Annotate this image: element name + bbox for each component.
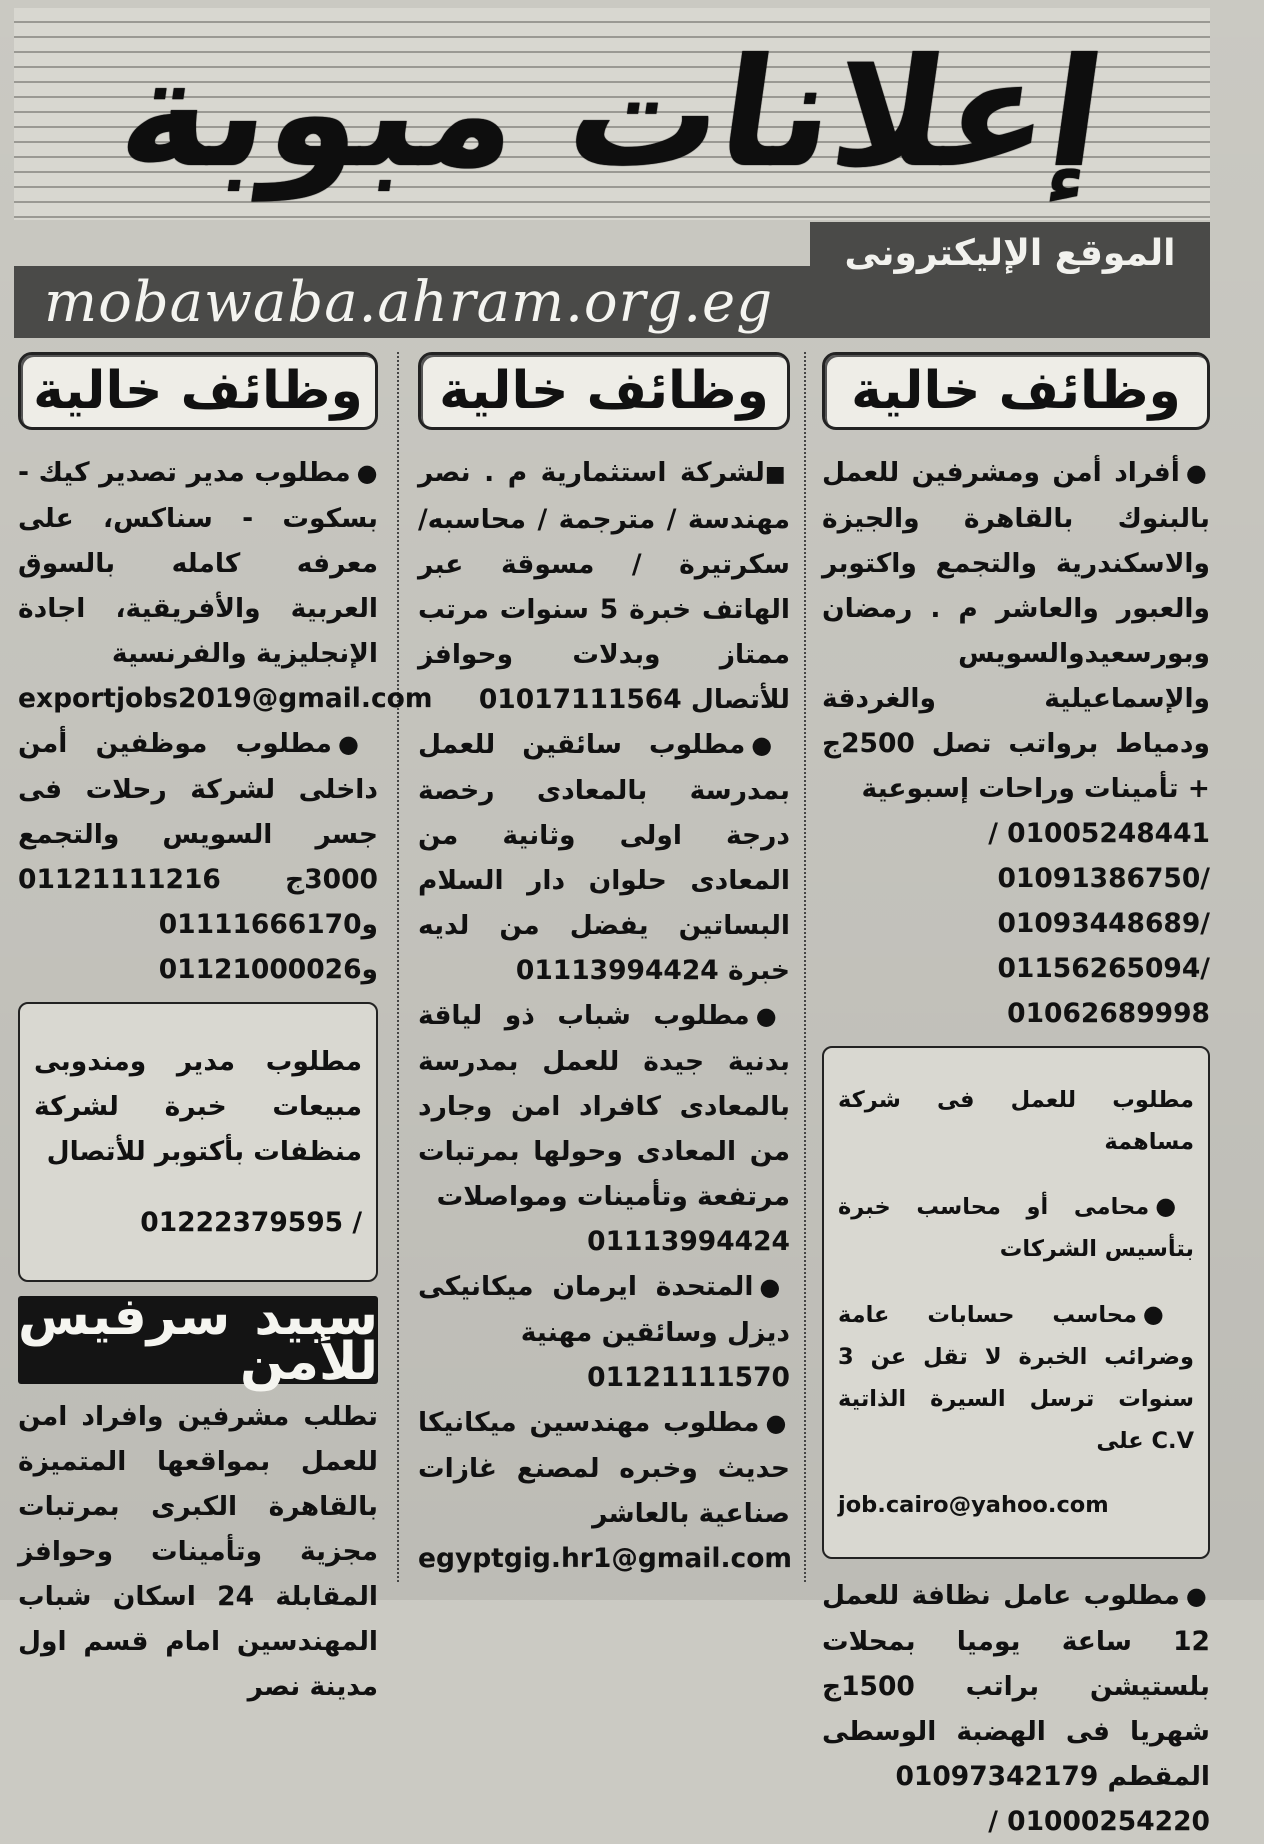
section-heading: وظائف خالية (418, 352, 790, 430)
ad-text: مطلوب سائقين للعمل بمدرسة بالمعادى رخصة درجة اولى وثانية من المعادى حلوان دار السلام البساتين يفضل من لديه خبرة 01113994424 (418, 729, 790, 986)
section-heading: وظائف خالية (18, 352, 378, 430)
masthead (14, 8, 1210, 220)
ad-drivers (418, 722, 790, 993)
ad-security-banks (822, 450, 1210, 1036)
middle-column (418, 352, 793, 1590)
phone-number: / 01005248441 (988, 818, 1210, 849)
website-url[interactable]: mobawaba.ahram.org.eg (14, 266, 1210, 338)
bullet-icon: ● (755, 1002, 790, 1030)
bullet-icon: ● (356, 459, 378, 487)
bullet-icon: ● (1142, 1299, 1194, 1328)
bullet-icon: ● (765, 1409, 790, 1437)
phone-number: 01156265094/ 01062689998 (997, 953, 1210, 1029)
ad-investment-company (418, 450, 790, 722)
ad-item: محاسب حسابات عامة وضرائب الخبرة لا تقل عن 3 سنوات ترسل السيرة الذاتية C.V على (838, 1301, 1194, 1454)
ad-text: المتحدة ايرمان ميكانيكى ديزل وسائقين مهنية (418, 1271, 790, 1348)
phone-number: 01121111570 (587, 1362, 790, 1393)
bullet-icon: ● (337, 730, 378, 758)
ad-text: لشركة استثمارية م . نصر مهندسة / مترجمة / محاسبه/ سكرتيرة / مسوقة عبر الهاتف خبرة 5 سنوات مرتب ممتاز وبدلات وحوافز للأتصال 01017111564 (418, 457, 790, 715)
ad-text: مطلوب شباب ذو لياقة بدنية جيدة للعمل بمدرسة بالمعادى كافراد امن وجارد من المعادى وحولها بمرتبات مرتفعة وتأمينات ومواصلات (418, 1000, 790, 1212)
email-address[interactable]: exportjobs2019@gmail.com (18, 683, 433, 714)
email-address[interactable]: job.cairo@yahoo.com (838, 1492, 1109, 1518)
ad-text: أفراد أمن ومشرفين للعمل بالبنوك بالقاهرة والجيزة والاسكندرية والتجمع واكتوبر والعبور والعاشر م . رمضان وبورسعيدوالسويس والإسماعيلية والغردقة ودمياط برواتب تصل 2500ج + تأمينات وراحات إسبوعية (822, 457, 1210, 804)
ad-box-sales-detergents (18, 1002, 378, 1282)
website-banner (14, 222, 1210, 340)
ad-diesel-mechanic (418, 1264, 790, 1400)
ad-text: مطلوب عامل نظافة للعمل 12 ساعة يوميا بمحلات بلستيشن براتب 1500ج شهريا فى الهضبة الوسطى المقطم 01097342179 (822, 1579, 1210, 1792)
ad-text: مطلوب مدير تصدير كيك - بسكوت - سناكس، على معرفه كامله بالسوق العربية والأفريقية، اجادة الإنجليزية والفرنسية (18, 457, 378, 669)
square-bullet-icon: ■ (764, 462, 790, 487)
ad-cleaning-worker (822, 1573, 1210, 1844)
ad-item: محامى أو محاسب خبرة بتأسيس الشركات (838, 1194, 1194, 1262)
ad-text: مطلوب مدير ومندوبى مبيعات خبرة لشركة منظفات بأكتوبر للأتصال (34, 1045, 362, 1167)
ad-internal-security (18, 721, 378, 992)
right-column (822, 352, 1210, 1837)
phone-number: / 01000254220 (988, 1805, 1210, 1837)
ad-title: مطلوب للعمل فى شركة مساهمة (838, 1086, 1194, 1155)
bullet-icon: ● (751, 731, 790, 759)
ad-mechanical-engineers (418, 1400, 793, 1581)
bullet-icon: ● (1155, 1192, 1194, 1220)
bullet-icon: ● (1185, 1581, 1210, 1610)
bullet-icon: ● (759, 1273, 790, 1301)
ad-text: تطلب مشرفين وافراد امن للعمل بمواقعها المتميزة بالقاهرة الكبرى بمرتبات مجزية وتأمينات وحوافز المقابلة 24 اسكان شباب المهندسين امام قسم اول مدينة نصر (18, 1400, 378, 1702)
ad-text: مطلوب مهندسين ميكانيكا حديث وخبره لمصنع غازات صناعية بالعاشر (418, 1407, 790, 1529)
ad-box-shareholding-company (822, 1046, 1210, 1559)
column-divider (397, 352, 399, 1582)
section-heading: وظائف خالية (822, 352, 1210, 430)
phone-number: 01091386750/ 01093448689/ (997, 863, 1210, 939)
ad-speed-service-security (18, 1394, 378, 1709)
ad-text: مطلوب موظفين أمن داخلى لشركة رحلات فى جسر السويس والتجمع 3000ج 01121111216 و01111666170 و01121000026 (18, 728, 378, 985)
column-divider (804, 352, 806, 1582)
company-brand-speed-service: سبيد سرفيس للأمن (18, 1286, 378, 1392)
ad-youth-security (418, 993, 790, 1264)
masthead-title: إعلانات مبوبة (110, 27, 1114, 201)
phone-number: 01222379595 / (140, 1207, 362, 1238)
bullet-icon: ● (1185, 459, 1210, 487)
email-address[interactable]: egyptgig.hr1@gmail.com (418, 1543, 793, 1574)
phone-number: 01113994424 (587, 1226, 790, 1257)
left-column (18, 352, 433, 1702)
ad-export-manager (18, 450, 433, 721)
website-label: الموقع الإليكترونى (810, 222, 1210, 284)
